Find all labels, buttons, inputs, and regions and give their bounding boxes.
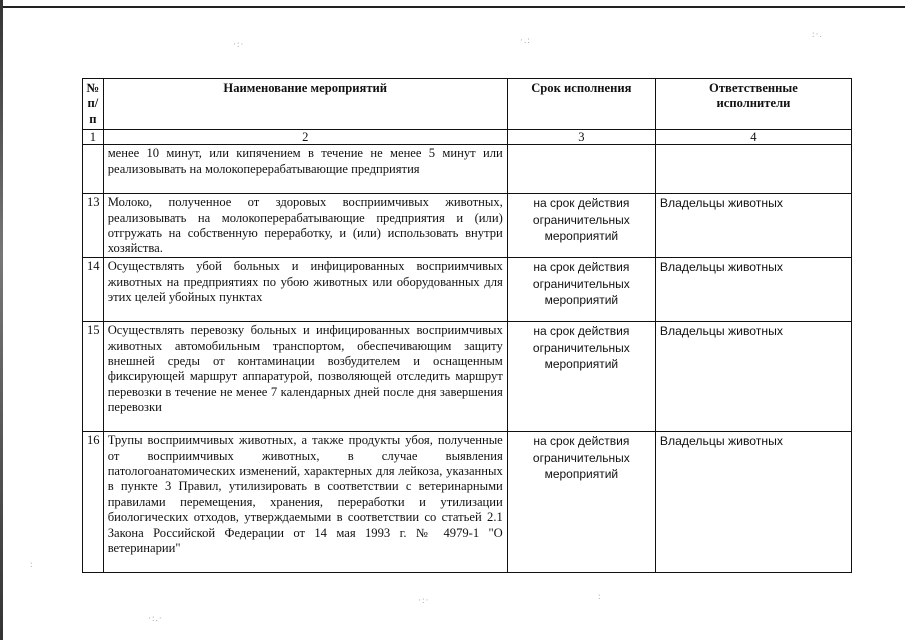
row-num [83, 145, 104, 194]
scan-noise: : [30, 559, 34, 569]
row-num: 14 [83, 258, 104, 322]
column-index-cell: 3 [507, 130, 655, 145]
row-responsible [655, 145, 851, 194]
column-index-cell: 1 [83, 130, 104, 145]
row-responsible: Владельцы животных [655, 322, 851, 432]
row-term [507, 145, 655, 194]
row-measure: Молоко, полученное от здоровых восприимчивых животных, реализовывать на молокоперерабатывающие предприятия и (или) отгружать на собственную переработку, и (или) использовать внутри хозяйства. [103, 194, 507, 258]
scan-left-edge [0, 0, 3, 640]
scan-noise: ·:· [233, 39, 245, 49]
row-responsible: Владельцы животных [655, 194, 851, 258]
row-responsible: Владельцы животных [655, 432, 851, 573]
column-index-cell: 2 [103, 130, 507, 145]
scan-noise: ·:· [418, 595, 430, 605]
header-resp: Ответственные исполнители [655, 79, 851, 130]
row-measure: Осуществлять перевозку больных и инфицированных восприимчивых животных автомобильным транспортом, обеспечивающим защиту внешней среды от контаминации возбудителем и оснащенным фиксирующей маршрут аппаратурой, позволяющей отследить маршрут перевозки в течение не менее 7 календарных дней после дня завершения перевозки [103, 322, 507, 432]
measures-table [82, 78, 852, 573]
row-measure: Осуществлять убой больных и инфицированных восприимчивых животных на предприятиях по убою животных или оборудованных для этих целей убойных пунктах [103, 258, 507, 322]
row-num: 13 [83, 194, 104, 258]
row-term: на срок действия ограничительных мероприятий [507, 432, 655, 573]
table-row [83, 258, 852, 322]
row-term: на срок действия ограничительных мероприятий [507, 322, 655, 432]
scan-noise: ·.: [520, 35, 531, 45]
header-name: Наименование мероприятий [103, 79, 507, 130]
column-index-cell: 4 [655, 130, 851, 145]
row-term: на срок действия ограничительных мероприятий [507, 194, 655, 258]
scan-noise: :·. [812, 29, 823, 39]
table-row [83, 322, 852, 432]
table-header-row [83, 79, 852, 130]
row-num: 16 [83, 432, 104, 573]
table-row [83, 194, 852, 258]
row-measure: менее 10 минут, или кипячением в течение не менее 5 минут или реализовывать на молокоперерабатывающие предприятия [103, 145, 507, 194]
row-num: 15 [83, 322, 104, 432]
row-measure: Трупы восприимчивых животных, а также продукты убоя, полученные от восприимчивых животных, в случае выявления патологоанатомических изменений, характерных для лейкоза, указанных в пункте 3 Правил, утилизировать в соответствии с ветеринарными правилами перемещения, хранения, переработки и утилизации биологических отходов, утверждаемыми в соответствии со статьей 2.1 Закона Российской Федерации от 14 мая 1993 г. № 4979-1 "О ветеринарии" [103, 432, 507, 573]
table-row [83, 145, 852, 194]
scan-noise: ·:.· [148, 613, 163, 623]
column-index-row [83, 130, 852, 145]
scan-noise: : [598, 591, 602, 601]
row-term: на срок действия ограничительных мероприятий [507, 258, 655, 322]
header-term: Срок исполнения [507, 79, 655, 130]
header-num: № п/п [83, 79, 104, 130]
table-row [83, 432, 852, 573]
row-responsible: Владельцы животных [655, 258, 851, 322]
scan-top-border [0, 6, 905, 8]
